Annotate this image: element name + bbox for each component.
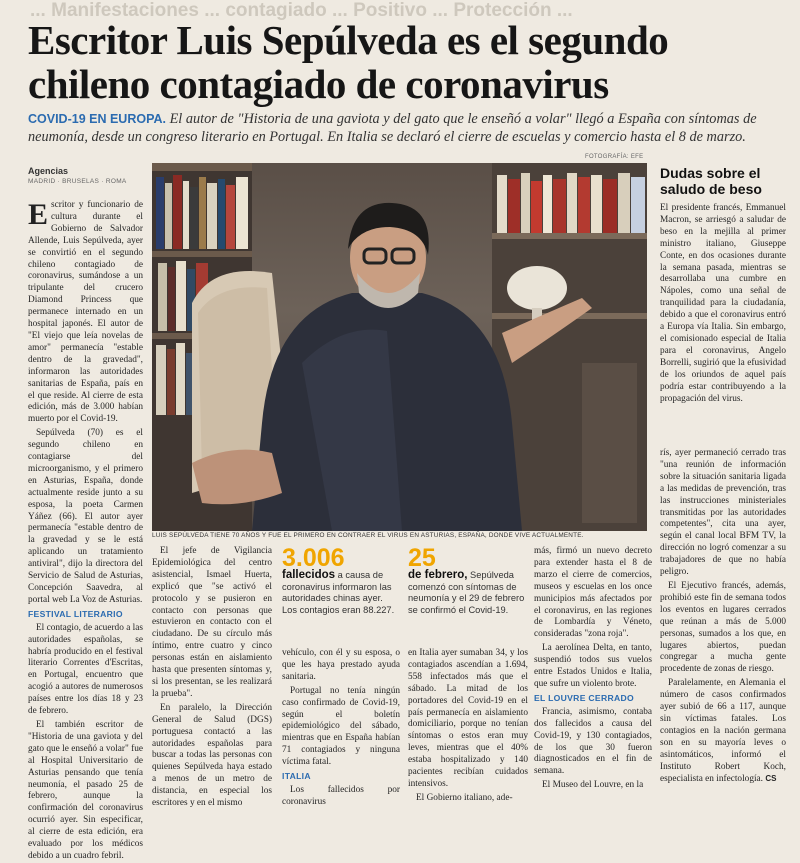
paragraph: La aerolínea Delta, en tanto, suspendió todos sus vuelos entre Estados Unidos e Italia, que sufre un violento brote. xyxy=(534,643,652,689)
column-6 xyxy=(660,448,786,796)
section-subhead: EL LOUVRE CERRADO xyxy=(534,692,634,703)
byline xyxy=(28,166,148,185)
sidebar-body xyxy=(660,203,786,443)
column-2 xyxy=(152,546,272,809)
paragraph: más, firmó un nuevo decreto para extender hasta el 8 de marzo el cierre de comercios, museos y escuelas en los once municipios más afectados por el coronavirus, en las regiones de Lombardía y Véneto, consideradas "zona roja". xyxy=(534,546,652,640)
paragraph-text: Paralelamente, en Alemania el número de casos confirmados ayer subió de 66 a 117, aunque sin víctimas fatales. Los contagios en la nación germana son en su mayoría leves o asintomáticos, informó el Instituto Robert Koch, especialista en infectología. xyxy=(660,678,786,785)
headline: Escritor Luis Sepúlveda es el segundo chileno contagiado de coronavirus xyxy=(28,17,669,107)
column-3 xyxy=(282,648,400,807)
photo-credit: FOTOGRAFÍA: EFE xyxy=(585,154,644,160)
column-4 xyxy=(408,648,528,803)
stat-number: 3.006 xyxy=(282,544,345,572)
deck xyxy=(28,110,773,146)
stat-text: Sepúlveda comenzó con síntomas de neumonía y el 29 de febrero se confirmó el Covid-19. xyxy=(408,570,525,615)
paragraph: El Museo del Louvre, en la xyxy=(542,780,644,791)
stat-number: 25 xyxy=(408,544,436,572)
stat-fatalities xyxy=(282,546,400,616)
paragraph-text: scritor y funcionario de cultura durante el Gobierno de Salvador Allende, Luis Sepúlveda, ayer se convirtió en el segundo chileno contagiado de coronavirus, sumándose a un tripulante del crucero Diamond Princess que permanece internado en un hospital japonés. El autor de "El viejo que leía novelas de amor" permanecía "estable dentro de la gravedad", informaron las autoridades sanitarias de España, país en el que reside. Al cierre de esta edición, más de 3.000 habían muerto por el Covid-19. xyxy=(28,200,143,425)
stat-lead: fallecidos xyxy=(282,569,336,581)
deck-text: El autor de "Historia de una gaviota y del gato que le enseñó a volar" llegó a España con síntomas de neumonía, desde un congreso literario en Portugal. En Italia se declaró el cierre de escuelas y comercio hasta el 8 de marzo. xyxy=(28,111,757,145)
column-1 xyxy=(28,198,143,861)
section-subhead: ITALIA xyxy=(282,771,311,782)
stat-body xyxy=(408,570,526,616)
paragraph: Portugal no tenía ningún caso confirmado de Covid-19, según el boletín epidemiológico del sábado, mientras que en España habían 71 contagiados y ninguna víctima fatal. xyxy=(282,685,400,768)
paragraph: Francia, asimismo, contaba dos fallecidos a causa del Covid-19, y 130 contagiados, de los que 30 fueron diagnosticados en el fin de semana. xyxy=(534,706,652,777)
paragraph: vehículo, con él y su esposa, o que les haya prestado ayuda sanitaria. xyxy=(282,648,400,682)
paragraph: Sepúlveda (70) es el segundo chileno en contagiarse del microorganismo, y el primero en Asturias, España, donde actualmente reside junto a su esposa, la poeta Carmen Yáñez (66). El autor ayer permanecía "estable dentro de la gravedad y se le está aplicando un tratamiento antiviral", dijo la directora del Servicio de Salud de Asturias, Concepción Saavedra, al portal web La Voz de Asturias. xyxy=(28,428,143,605)
signoff: CS xyxy=(765,774,777,784)
stat-lead: de febrero, xyxy=(408,569,468,581)
sidebar-title: Dudas sobre el saludo de beso xyxy=(660,165,762,197)
stat-date xyxy=(408,546,526,616)
photo-illustration xyxy=(152,163,647,531)
drop-cap: E xyxy=(28,198,49,231)
previous-page-show-through: ... Manifestaciones ... contagiado ... Positivo ... Protección ... xyxy=(30,0,573,21)
paragraph: rís, ayer permaneció cerrado tras "una reunión de información sobre la situación sanitaria ligada a las medidas de prevención, tras las instrucciones ministeriales transmitidas por las autoridades competentes", cita una ayer, según el canal local BFM TV, la dirección no logró comenzar a su trabajadores de que no había peligro. xyxy=(660,448,786,578)
deck-kicker: COVID-19 EN EUROPA. xyxy=(28,112,166,126)
section-subhead: FESTIVAL LITERARIO xyxy=(28,608,123,619)
byline-agency: Agencias xyxy=(28,166,69,176)
paragraph: En paralelo, la Dirección General de Salud (DGS) portuguesa contactó a las autoridades españolas para buscar a todas las personas con quienes Sepúlveda haya estado a menos de un metro de distancia, en especial los escritores y en el mismo xyxy=(152,702,272,809)
paragraph: El jefe de Vigilancia Epidemiológica del centro asistencial, Ismael Huerta, explicó que "se activó el protocolo y se pusieron en contacto con personas que estuvieron en contacto con el ciudadano. De su círculo más íntimo, entre cuatro y cinco personas están en aislamiento hasta que presenten síntomas y, si los presentan, se les realizará la prueba". xyxy=(152,546,272,699)
paragraph: El Gobierno italiano, ade- xyxy=(416,792,513,803)
paragraph: Los fallecidos por coronavirus xyxy=(282,784,400,807)
byline-location: MADRID · BRUSELAS · ROMA xyxy=(28,178,127,185)
column-5 xyxy=(534,546,652,796)
paragraph: El también escritor de "Historia de una gaviota y del gato que le enseñó a volar" fue al Hospital Universitario de Asturias pensando que tenía neumonía, el pasado 25 de febrero, aunque la confirmación del coronavirus ocurrió ayer. Sin especificar, al cierre de esta edición, era evaluado por los médicos debido a un cuadro febril. xyxy=(28,719,143,861)
stat-body xyxy=(282,570,400,616)
paragraph xyxy=(660,678,786,786)
paragraph: El contagio, de acuerdo a las autoridades españolas, se habría producido en el festival literario Correntes d'Escritas, en Portugal, encuentro que acogió a autores de numerosos países entre los días 18 y 23 de febrero. xyxy=(28,622,143,717)
paragraph: El presidente francés, Emmanuel Macron, se arriesgó a saludar de beso en la mejilla al primer ministro italiano, Giuseppe Conte, en dos ocasiones durante la semana pasada, mientras se desarrollaba una cumbre en Nápoles, como una señal de tranquilidad para la ciudadanía, debido a que el coronavirus entró a Europa vía Italia. Sin embargo, el comisionado especial de Italia para el coronavirus, Angelo Borrelli, sugirió que la efusividad de los oriundos de aquel país podría estar contribuyendo a la propagación del virus. xyxy=(660,203,786,404)
author-photo xyxy=(152,163,647,531)
photo-caption: LUIS SEPÚLVEDA TIENE 70 AÑOS Y FUE EL PRIMERO EN CONTRAER EL VIRUS EN ASTURIAS, ESPAÑA, DONDE VIVE ACTUALMENTE. xyxy=(152,532,584,539)
paragraph xyxy=(28,200,143,426)
paragraph: El Ejecutivo francés, además, prohibió este fin de semana todos los eventos en lugares cerrados que reúnan a más de 5.000 personas, sumados a los que, en lugares abiertos, puedan congregar a mucha gente procedente de zonas de riesgo. xyxy=(660,580,786,675)
stat-text: a causa de coronavirus informaron las autoridades chinas ayer. Los contagios eran 88.227. xyxy=(282,570,395,615)
paragraph: en Italia ayer sumaban 34, y los contagiados ascendían a 1.694, 558 infectados más que el sábado. La mitad de los portadores del Covid-19 en el país permanecía en aislamiento domiciliario, porque no tenían síntomas o estos eran muy leves, mientras que el 40% estaba hospitalizado y 140 pacientes recibían cuidados intensivos. xyxy=(408,648,528,789)
